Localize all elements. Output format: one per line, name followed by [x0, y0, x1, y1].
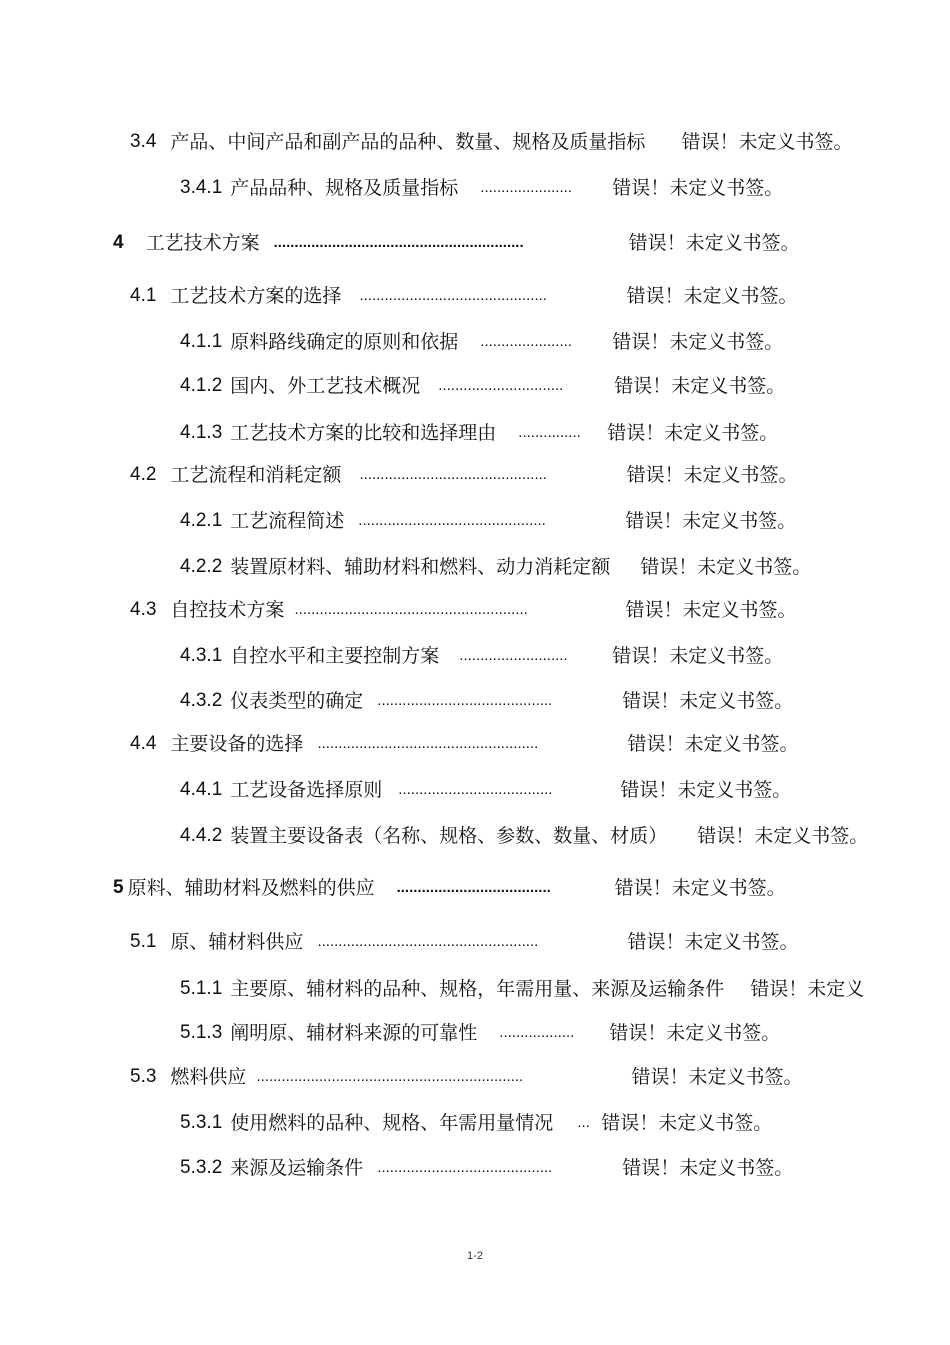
- toc-number: 4.1.1: [180, 331, 223, 352]
- toc-number: 5.3.2: [180, 1157, 223, 1178]
- toc-page-ref: 错误！未定义书签。: [612, 331, 784, 353]
- toc-title: 燃料供应: [170, 1066, 247, 1088]
- toc-page-ref: 错误！未定义书签。: [609, 1022, 781, 1044]
- toc-number: 4.4.1: [180, 779, 223, 800]
- toc-entry-4-2[interactable]: [130, 460, 797, 490]
- toc-entry-4-3-1[interactable]: [180, 641, 783, 671]
- toc-entry-5-3-2[interactable]: [180, 1153, 793, 1183]
- toc-title: 产品品种、规格及质量指标: [230, 177, 459, 199]
- toc-leader-dots: .....................................................: [317, 735, 539, 752]
- toc-leader-dots: ............................................................: [273, 234, 524, 251]
- toc-leader-dots: .............................................: [359, 287, 547, 304]
- toc-entry-5-3[interactable]: [130, 1062, 802, 1092]
- toc-entry-4-1-3[interactable]: [180, 418, 778, 448]
- toc-leader-dots: ...: [577, 1114, 590, 1131]
- toc-leader-dots: .....................................................: [317, 933, 539, 950]
- toc-number: 3.4.1: [180, 177, 223, 198]
- toc-title: 阐明原、辅材料来源的可靠性: [230, 1022, 478, 1044]
- toc-title: 装置主要设备表（名称、规格、参数、数量、材质）: [230, 825, 668, 847]
- toc-page-ref: 错误！未定义书签。: [612, 177, 784, 199]
- toc-page-ref: 错误！未定义书签。: [625, 599, 797, 621]
- toc-leader-dots: .....................................: [398, 781, 553, 798]
- toc-title: 来源及运输条件: [230, 1157, 364, 1179]
- toc-page-ref: 错误！未定义书签。: [622, 1157, 794, 1179]
- toc-number: 4.3: [130, 599, 157, 620]
- toc-page-ref: 错误！未定义书签。: [620, 779, 792, 801]
- toc-number: 5: [113, 877, 124, 898]
- toc-page-ref: 错误！未定义书签。: [601, 1112, 773, 1134]
- toc-page-ref: 错误！未定义书签。: [622, 690, 794, 712]
- toc-number: 5.1.3: [180, 1022, 223, 1043]
- toc-entry-4-2-1[interactable]: [180, 506, 796, 536]
- toc-number: 4.2: [130, 464, 157, 485]
- toc-leader-dots: ..........................: [459, 647, 568, 664]
- toc-title: 产品、中间产品和副产品的品种、数量、规格及质量指标: [170, 131, 646, 153]
- toc-leader-dots: ......................: [480, 179, 572, 196]
- toc-number: 4.1: [130, 285, 157, 306]
- toc-leader-dots: ..........................................: [377, 1159, 553, 1176]
- toc-leader-dots: .............................................: [359, 466, 547, 483]
- toc-title: 工艺技术方案的比较和选择理由: [230, 422, 497, 444]
- toc-number: 5.3.1: [180, 1112, 223, 1133]
- toc-entry-4-4[interactable]: [130, 729, 798, 759]
- toc-page-ref: 错误！未定义书签。: [626, 285, 798, 307]
- toc-entry-4-2-2[interactable]: [180, 552, 811, 582]
- toc-page-ref: 错误！未定义书签。: [627, 733, 799, 755]
- toc-number: 4.1.2: [180, 375, 223, 396]
- toc-leader-dots: .............................................: [358, 512, 546, 529]
- toc-title: 原、辅材料供应: [170, 931, 304, 953]
- toc-number: 4.3.1: [180, 645, 223, 666]
- toc-number: 5.1: [130, 931, 157, 952]
- toc-leader-dots: ..............................: [438, 377, 564, 394]
- toc-number: 4.1.3: [180, 422, 223, 443]
- toc-title: 工艺设备选择原则: [230, 779, 383, 801]
- toc-number: 4.2.2: [180, 556, 223, 577]
- toc-leader-dots: ................................................................: [256, 1068, 524, 1085]
- toc-entry-5-3-1[interactable]: [180, 1108, 772, 1138]
- toc-title: 自控技术方案: [170, 599, 285, 621]
- toc-number: 4.4.2: [180, 825, 223, 846]
- page-number: 1-2: [467, 1250, 483, 1262]
- toc-leader-dots: ...............: [518, 424, 581, 441]
- toc-entry-3-4[interactable]: [130, 127, 852, 157]
- toc-entry-4-1-1[interactable]: [180, 327, 783, 357]
- toc-entry-4-3[interactable]: [130, 595, 796, 625]
- toc-entry-4-1-2[interactable]: [180, 371, 785, 401]
- toc-entry-4-4-1[interactable]: [180, 775, 791, 805]
- toc-page-ref: 错误！未定义书签。: [626, 464, 798, 486]
- toc-entry-4-3-2[interactable]: [180, 686, 793, 716]
- toc-page-ref: 错误！未定义书签。: [631, 1066, 803, 1088]
- toc-title: 国内、外工艺技术概况: [230, 375, 421, 397]
- toc-page-ref: 错误！未定义书签。: [614, 877, 786, 899]
- toc-entry-5-1-3[interactable]: [180, 1018, 780, 1048]
- toc-entry-4[interactable]: [113, 228, 800, 258]
- toc-number: 4.2.1: [180, 510, 223, 531]
- toc-page-ref: 错误！未定义: [750, 978, 865, 1000]
- toc-title: 原料路线确定的原则和依据: [230, 331, 459, 353]
- toc-page-ref: 错误！未定义书签。: [628, 232, 800, 254]
- toc-number: 4: [113, 232, 124, 253]
- toc-page-ref: 错误！未定义书签。: [697, 825, 869, 847]
- toc-entry-3-4-1[interactable]: [180, 173, 783, 203]
- toc-number: 5.1.1: [180, 978, 223, 999]
- toc-title: 仪表类型的确定: [230, 690, 364, 712]
- toc-title: 主要原、辅材料的品种、规格，年需用量、来源及运输条件: [230, 978, 725, 1000]
- toc-title: 装置原材料、辅助材料和燃料、动力消耗定额: [230, 556, 611, 578]
- toc-title: 工艺流程简述: [230, 510, 345, 532]
- toc-title: 原料、辅助材料及燃料的供应: [127, 877, 375, 899]
- toc-page-ref: 错误！未定义书签。: [625, 510, 797, 532]
- toc-title: 使用燃料的品种、规格、年需用量情况: [230, 1112, 554, 1134]
- toc-entry-5-1-1[interactable]: [180, 974, 864, 1004]
- toc-title: 工艺技术方案的选择: [170, 285, 342, 307]
- toc-number: 3.4: [130, 131, 157, 152]
- toc-title: 工艺技术方案: [145, 232, 260, 254]
- toc-leader-dots: ..........................................: [377, 692, 553, 709]
- toc-entry-5[interactable]: [113, 873, 786, 903]
- toc-page-ref: 错误！未定义书签。: [607, 422, 779, 444]
- toc-page-ref: 错误！未定义书签。: [612, 645, 784, 667]
- toc-page-ref: 错误！未定义书签。: [640, 556, 812, 578]
- toc-entry-4-1[interactable]: [130, 281, 797, 311]
- toc-entry-4-4-2[interactable]: [180, 821, 868, 851]
- toc-page-ref: 错误！未定义书签。: [627, 931, 799, 953]
- toc-leader-dots: ........................................................: [294, 601, 528, 618]
- toc-title: 工艺流程和消耗定额: [170, 464, 342, 486]
- toc-number: 4.4: [130, 733, 157, 754]
- toc-page-ref: 错误！未定义书签。: [614, 375, 786, 397]
- toc-number: 5.3: [130, 1066, 157, 1087]
- toc-leader-dots: .....................................: [396, 879, 551, 896]
- toc-title: 主要设备的选择: [170, 733, 304, 755]
- toc-number: 4.3.2: [180, 690, 223, 711]
- toc-leader-dots: ......................: [480, 333, 572, 350]
- toc-entry-5-1[interactable]: [130, 927, 798, 957]
- toc-title: 自控水平和主要控制方案: [230, 645, 440, 667]
- toc-page-ref: 错误！未定义书签。: [681, 131, 853, 153]
- toc-leader-dots: ..................: [499, 1024, 575, 1041]
